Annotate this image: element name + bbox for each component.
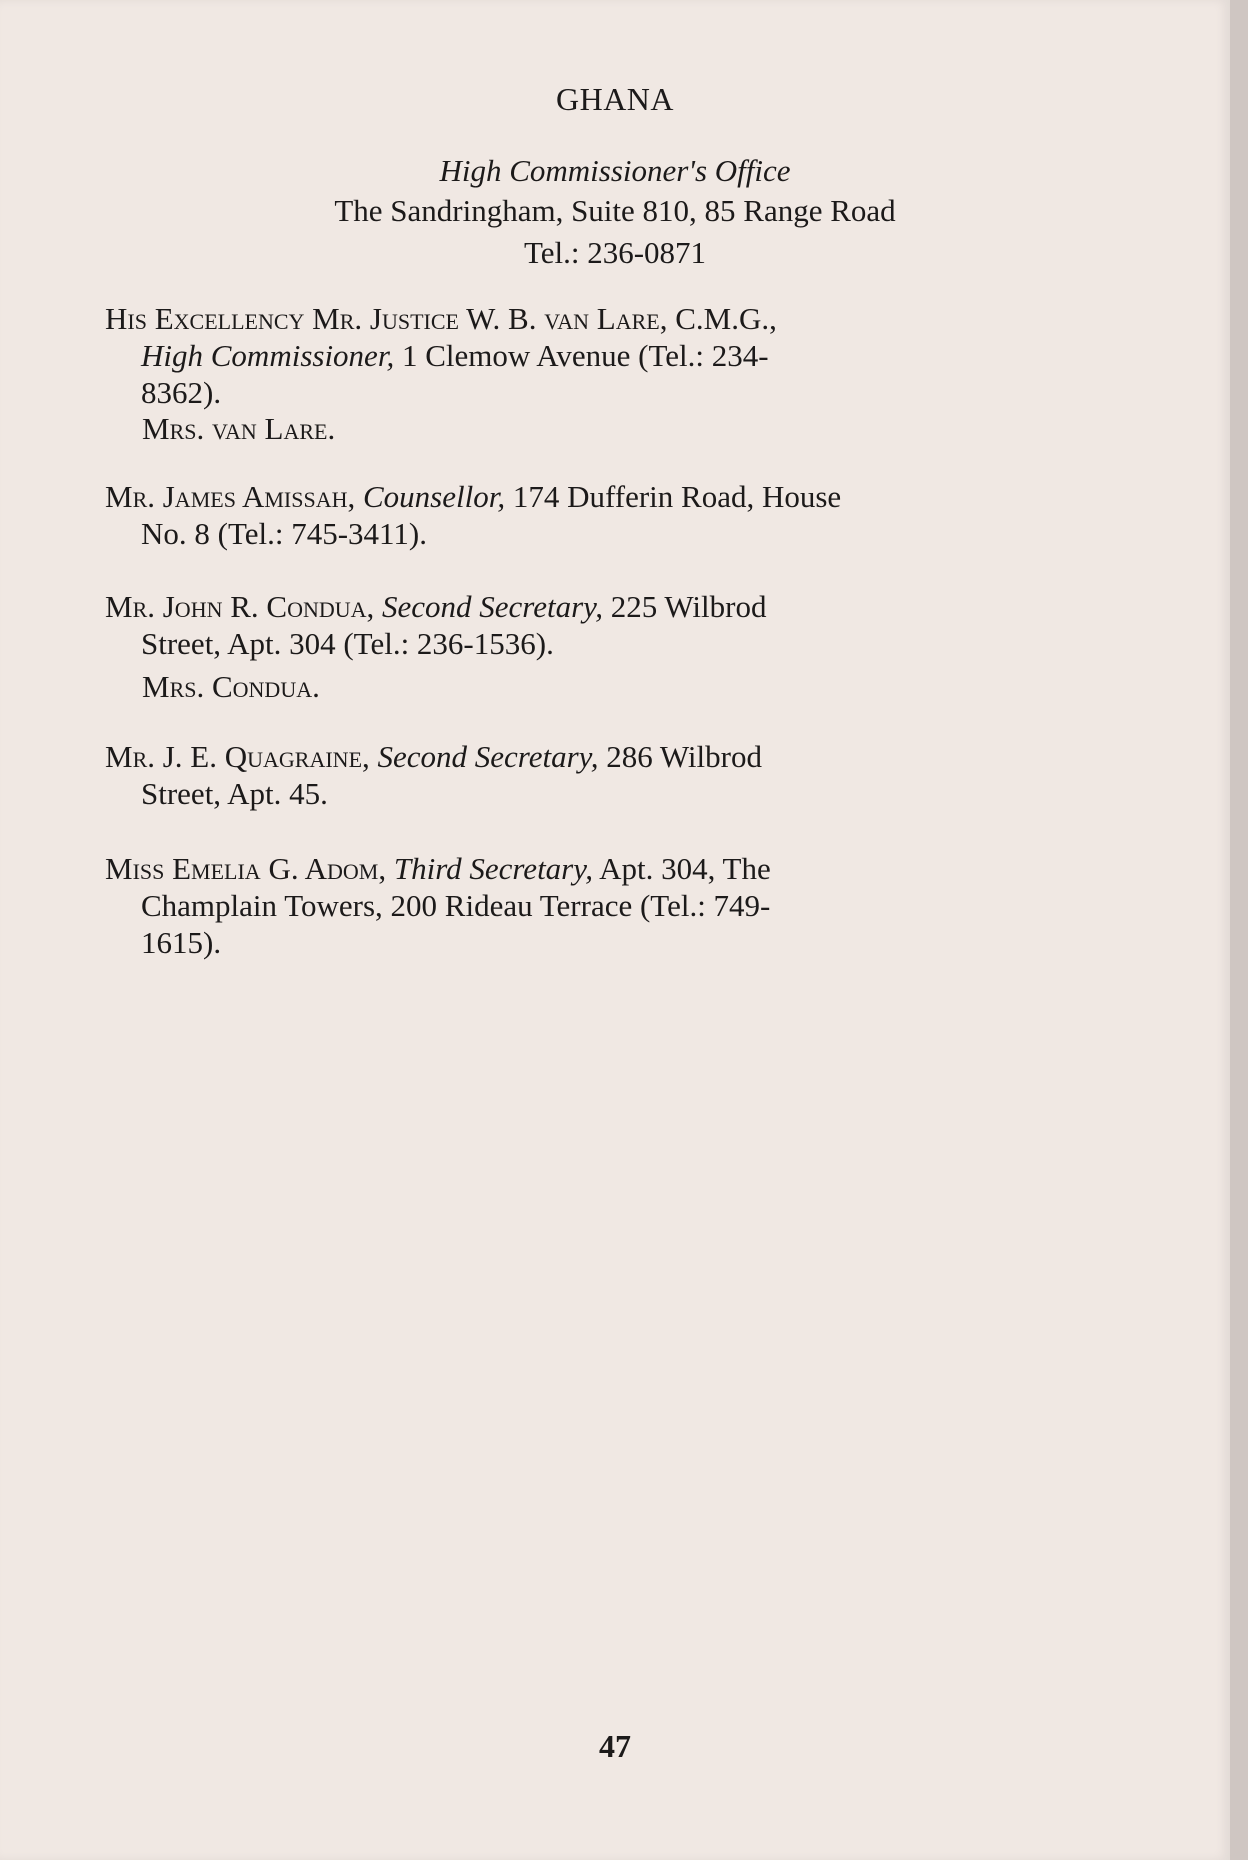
entry-title: Counsellor, [363,479,506,514]
entry-second-secretary-quagraine [105,738,1015,812]
entry-name: Mr. John R. Condua, [105,589,375,624]
page-number: 47 [599,1728,631,1764]
entry-third-secretary [105,850,1015,961]
entry-detail-line2: Street, Apt. 45. [141,776,328,811]
entry-name: Mr. J. E. Quagraine, [105,739,370,774]
entry-second-secretary-condua [105,588,1015,662]
entry-name: His Excellency Mr. Justice W. B. van Lare, C.M.G., [105,301,777,336]
entry-line1 [105,851,771,886]
entry-line1 [105,479,841,514]
entry-detail: Apt. 304, The [593,851,771,886]
entry-name: Mr. James Amissah, [105,479,356,514]
entry-name: Miss Emelia G. Adom, [105,851,387,886]
entry-line1 [105,589,766,624]
entry-detail: 174 Dufferin Road, House [505,479,842,514]
entry-detail: 286 Wilbrod [598,739,762,774]
entry-detail-line2: Champlain Towers, 200 Rideau Terrace (Tel.: 749- [141,888,771,923]
entry-spouse: Mrs. Condua. [142,669,320,704]
entry-high-commissioner [105,300,1015,411]
entry-detail: 1 Clemow Avenue (Tel.: 234- [394,338,769,373]
entry-line1 [105,739,762,774]
country-heading: GHANA [555,81,675,117]
entry-title: Second Secretary, [382,589,603,624]
office-telephone: Tel.: 236-0871 [523,235,707,270]
entry-detail-line2: Street, Apt. 304 (Tel.: 236-1536). [141,626,554,661]
entry-spouse: Mrs. van Lare. [142,411,336,446]
entry-title: High Commissioner, [141,338,395,373]
entry-line [105,337,1015,374]
office-heading: High Commissioner's Office [439,153,791,188]
office-address: The Sandringham, Suite 810, 85 Range Road [334,193,896,228]
entry-title: Third Secretary, [393,851,594,886]
entry-detail-line3: 1615). [141,925,222,960]
entry-title: Second Secretary, [377,739,599,774]
entry-detail-line2: No. 8 (Tel.: 745-3411). [141,516,427,551]
page-edge [1230,0,1248,1860]
entry-counsellor [105,478,1015,552]
entry-detail: 225 Wilbrod [602,589,767,624]
entry-detail-line2: 8362). [141,375,222,410]
